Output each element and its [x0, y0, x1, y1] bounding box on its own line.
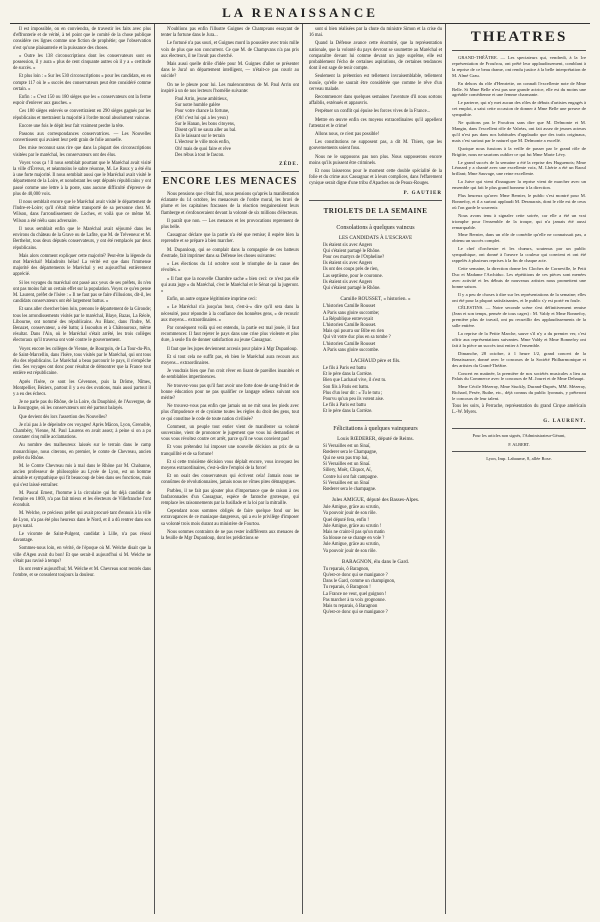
article-paragraph: Encore une fois le dépit leur fait vraiment perdre la tête. [19, 123, 125, 129]
theatre-paragraph: Le chef d'orchestre et les chœurs, soutenus par un public sympathique, ont donné à l'œuvre la couleur qui convient et ont été rappelés à plusieurs reprises à la fin de chaque acte. [452, 246, 586, 264]
verse-line: Las septième, pour le couronne. [323, 273, 383, 279]
verse-line: Et le père dans la Corrèze. [323, 372, 373, 378]
triolet-3 [309, 366, 442, 416]
article-paragraph: Il faut que les jupes deviennent acceuis pour plaire à Mgr Dupanloup. [167, 346, 298, 352]
article-paragraph: Et si tout cela ne suffit pas, eh bien le Maréchal aura recours aux moyens... extraordinaires. [161, 354, 299, 366]
article-paragraph: Je ne parle pas du Rhône, de la Loire, du Dauphiné, de l'Auvergne, de la Bourgogne, où les conservateurs ont été partout balayés. [13, 400, 151, 412]
verse-line: Si Versailles est un Sinaï, [323, 443, 371, 449]
article-paragraph: Que devient dès lors l'assertion des Nouvelles? [19, 414, 108, 420]
article-paragraph: Des mise reconnut sans rire que dans la plupart des circonscriptions visitées par le maréchal, les conservateurs ont des élus. [13, 146, 151, 158]
article-paragraph: Mais alors comment expliquer cette majorité? Peut-être la légende du mot Maréchal! Maladroits hélas! La vérité est que dans l'immense majorité des départements le Maréchal y est aujourd'hui entièrement apprécié. [13, 253, 151, 278]
theatre-paragraph: La reprise de la Petite Marche, sauve s'il n'y a du premier ver, c'est offrir aux représentations suivantes. Mme Valdy et Mme Bonnefoy ont fait à la pièce un succès tout entier à l'ensemble. [452, 331, 586, 348]
theatre-paragraph: Quoique nous fussions à la veille de passer par le grand rôle de Brigitte, nous ne saurions oublier ce qui fut Mme Marie Lévy. [452, 145, 586, 157]
article-paragraph: Il nous semblait encore que le Maréchal avait visité le département de l'Indre-et-Loire; qu'il s'était même transporté de sa personne chez M. Wilson, dans l'arrondissement de Loches, et voilà que ce même M. Wilson a été réélu sans adversaire. [13, 200, 151, 224]
article-paragraph: Au nombre des malheureux laissés sur le terrain dans le camp monarchique, nous citerons, en premier, le comte de Chevreau, ancien préfet du Rhône. [13, 443, 151, 461]
article-paragraph: Voyez encore les collèges de Vienne, de Bourgoin, de La Tour-du-Pin, de Saint-Marcellin, dans l'Isère, tous visités par le Maréchal, qui ont tous élu des républicains. Le Maréchal a beau parcourir le pays, il n'empêche rien. Ses voyages ont donc pour résultat de démontrer que la France tout entière est républicaine. [13, 346, 151, 377]
article-paragraph: Les constitutions ne supposent pas, a dit M. Thiers, que les gouvernements soient fous. [309, 140, 442, 152]
columns [10, 24, 590, 914]
column-2 [158, 24, 303, 914]
verse-line: Jule Amigue, grâce au scrutin ! [323, 523, 382, 529]
triolet-1 [309, 243, 442, 293]
verse-line: Son fils à Paris est battu. [323, 384, 370, 390]
article-paragraph: Parbleu, il ne fait pas ajouter plus d'importance que de raison à ces fanfaronnades d'un Cassagnac, espèce de fantoche grotesque, qui remplace les raisonnements par la fusillade et la loi par la mitraille. [161, 488, 299, 506]
article-paragraph: N'oublions pas enfin l'illustre Guignes de Champvans essayant de tenter la fortune dans le Jura... [161, 27, 299, 39]
divider-short [349, 219, 402, 220]
article-paragraph: « Il faut que la nouvelle Chambre sache « bien ceci: ce n'est pas elle qui aura juge « du Maréchal, c'est le Maréchal et le Sénat qui la jugeront. » [161, 276, 299, 294]
heading-roederer: Louis RŒDERER, député de Reims. [337, 435, 414, 442]
verse-line: Qui ne sera pas trop hai, [323, 455, 369, 461]
poem [161, 97, 299, 159]
article-paragraph: Le fortuné n'a pas souri, et Guignes mord la poussière avec trois mille voix de plus que son concurrent. Ce que M. de Champvans n'a pas pris aux électeurs, il ne l'avait pas cherché. [161, 41, 299, 59]
theatre-paragraph: Cette semaine, la direction donne les Cloches de Corneville, le Petit Duc et Madame l'Archiduc. Les répétitions de ces pièces sont menées avec activité et les débuts de nouveaux artistes nous promettent une bonne saison. [452, 266, 586, 289]
theatre-paragraph: En dehors du rôle d'Henriette, on connaît l'excellente note de Mme Belle. Si Mme Belle n'est pas une grande actrice, elle est du moins une agréable comédienne et une femme charmante. [452, 80, 586, 98]
heading-candidats: LES CANDIDATS À L'ESCRAVE [338, 234, 413, 241]
verse-line: (Oh! c'est lui qui a les yeux) [175, 115, 228, 121]
verse-line: Qui vit votre duc plus en sa tombe ? [323, 335, 391, 341]
theatre-paragraph: Le parterre, qui n'y met aucun des rôles de débuts d'artistes engagés à cet emploi, a saisi cette occasion de donner à Mme Belle une preuve de sympathie. [452, 100, 586, 118]
article-paragraph: Il est impossible, on en conviendra, de travestir les faits avec plus d'effronterie et de vérité, à tel point que le comité de la chose publique considère ces lignes comme une fiction de prophétie; que l'observation n'est qu'une plaisanterie et la puissance des choses. [13, 27, 151, 51]
heading-triolets: TRIOLETS DE LA SEMAINE [323, 206, 428, 215]
verse-line: Si Versailles est un Sinaï. [323, 462, 371, 468]
article-paragraph: Il nous semblait enfin que le Maréchal avait séjourné dans les environs du château de la Grave ou de Lafite, que M. de Tréveneuc et M. Berthelot, tous deux députés conservateurs, y ont été remplacés par deux républicains. [13, 226, 151, 251]
verse-line: Va pouvoir jouir de son rôle. [323, 511, 377, 517]
article-paragraph: Il paraît que non. — Les menaces et les provocations reprennent de plus belle. [161, 218, 299, 231]
article-paragraph: Et vous prétendez lui imposer une nouvelle décision au prix de sa tranquillité et de sa fortune! [161, 445, 299, 457]
article-paragraph: Je voudrais bien que l'on croit rêver en lisant de pareilles insanités et de semblables impertinences. [161, 369, 299, 381]
article-paragraph: Si les voyages du maréchal ont passé aux yeux de ses préfets, ils n'en ont pas moins fait un certain effet sur la population. Voyez ce qu'en pense M. Laurent, préfet de l'Isère : « Il ne faut pas se faire d'illusions, dit-il, les candidats conservateurs ont été largement battus. » [13, 280, 151, 305]
footer-note: Pour les articles non signés, l'Administrateur-Gérant, [472, 433, 566, 439]
heading-felicitations: Félicitations à quelques vainqueurs [333, 425, 418, 432]
heading-theatres: THEATRES [470, 29, 568, 45]
theatre-paragraph: Dimanche, 28 octobre, à 1 heure 1/2, grand concert de la Renaissance, donné avec le concours de la Société Philharmonique et des artistes du Grand-Théâtre. [452, 350, 586, 368]
verse-line: Dans le Gard, comme un champignon, [323, 579, 396, 585]
theatre-paragraph: CÉLESTINS. — Notre seconde scène s'est définitivement remise (Jean et son temps, pensée de tous cages) : M. Valdy et Mme Bonnefoy, première plus de travail, ont pu recueillir des applaudissements de la salle entière. [452, 305, 586, 329]
verse-line: Paul Arrin, jeune ambitieux, [175, 97, 228, 103]
heading-amigue: Jules AMIGUE, député des Basses-Alpes. [331, 497, 420, 504]
theatre-paragraph: Le grand succès de la semaine a été la reprise des Huguenots; Mme Léonard y a chanté avec une excellente voix, M. Lhérie a été un Raoul brillant; Mme Sauvage, une reine excellente. [452, 159, 586, 177]
article-paragraph: Enfin, un autre organe légitimiste imprime ceci: [167, 297, 257, 303]
verse-line: Qu'est-ce donc qui se manigance ? [323, 573, 388, 578]
article-paragraph: Ne trouvez-vous pas qu'il faut avoir une forte dose de sang-froid et de bonne éducation pour ne pas qualifier ce langage odieux suivant son mérite? [161, 383, 299, 401]
theatre-paragraph: La Juive qui vient d'inaugurer la reprise vient de marcher avec un ensemble qui fait le plus grand honneur à la direction. [452, 179, 586, 191]
verse-line: Pour ces martyrs de l'Orpheline? [323, 255, 385, 261]
article-paragraph: Ils ont rentré aujourd'hui; M. Welche et M. Chevreau sont rentrés dans l'ombre, et se consolent toujours la douleur. [13, 567, 151, 579]
verse-line: La France ne veut, quel guignon ! [323, 591, 387, 597]
verse-line: Tu reparais, ô Baragnon ! [323, 585, 371, 591]
article-paragraph: Passons aux correspondances conservatrices. — Les Nouvelles convertissent qui avaient leur petit grain de folie annuelle. [13, 132, 151, 144]
verse-line: Pas marcher à ta voix grognonne. [323, 597, 386, 603]
article-paragraph: Comment, un peuple tout entier vient de manifester sa volonté souveraine, vient de prononcer le jugement que vous lui demandiez et vous vous révoltez contre cet arrêt, parce qu'il ne vous convient pas! [161, 424, 299, 443]
divider [452, 428, 586, 429]
verse-line: Mais qui pourra sur Bibe en rien [323, 329, 384, 335]
verse-line: Plus d'un leur dit : « Tu le tutu ; [323, 390, 383, 396]
article-paragraph: Cependant nous sommes obligés de faire quelque fond sur les extravagances de ce maniaque dangereux, qui a eu le privilège d'imposer sa volonté trois mois durant au ministère de Fourtou. [161, 509, 299, 527]
column-2-intro [161, 27, 299, 95]
article-paragraph: Allons nous, ce n'est pas possible! [315, 132, 380, 138]
verse-line: Ils étaient six avec Angers [323, 279, 373, 285]
triolet-2 [309, 304, 442, 354]
article-paragraph: Sommes-nous loin, en vérité, de l'époque où M. Welche disait que la ville d'Agen avait du bon! Et que serait-il aujourd'hui si M. Welche ne s'était pas ravisé à temps? [13, 546, 151, 564]
article-paragraph: Je n'ai pas à le dépeindre ces voyages! Après Mâcon, Lyon, Grenoble, Chambéry, Vienne, M. Paul Laurens en avait assez; à peine si on a pu constater cinq mille acclamations. [13, 422, 151, 441]
verse-line: Va pouvoir jouir de son rôle. [323, 548, 377, 554]
verse-line: Ils étaient six avec Angers [323, 261, 373, 267]
theatre-paragraph: Mme Bernier, dans un rôle de comédie qu'elle ne connaissait pas, a obtenu un succès complet. [452, 232, 586, 244]
article-paragraph: Recommencer dans quelques semaines l'aventure d'il nous sortons affaiblis, exténués et appauvris. [309, 95, 442, 107]
article-paragraph: « Le Maréchal n'a jusqu'au bout, c'est-à-« dire qu'il sera dans la nécessité, pour répondre à la confiance des honnêtes gens, « de recourir aux moyens... extraordinaires. » [161, 305, 299, 323]
article-paragraph: On ne le pleure pour lui. Les malencontreux de M. Paul Arrin ont inspiré à un de nos lecteurs l'homélie suivante: [161, 82, 299, 94]
article-paragraph: Nous ne le supposons pas non plus. Nous supposerons encore moins qu'ils puissent être criminels. [309, 154, 442, 166]
verse-line: Tu reparais, ô Baragnon, [323, 566, 370, 572]
article-paragraph: Seulement la prétention est tellement invraisemblable, tellement inouïe, qu'elle ne saurait être considérée que comme le rêve d'un cerveau malade. [309, 74, 442, 92]
verse-line: Si Versailles est un Sinaï [323, 480, 370, 486]
verse-line: Jule Amigue, grâce au scrutin, [323, 505, 380, 511]
verse-line: Pour votre chance la fortune, [175, 109, 230, 115]
verse-line: Rœderer sera le Champagne, [323, 449, 378, 455]
verse-line: Sillery, Moët, Cliquot, Aï, [323, 468, 372, 474]
divider [452, 451, 586, 452]
verse-line: Des rébus à tout le fascon. [175, 152, 225, 158]
article-paragraph: Enfin : « C'est 150 ou 180 sièges que les « conservateurs ont la ferme espoir d'enlever aux gauches. » [13, 95, 151, 107]
theatre-paragraph: Nous avons tenu à signaler cette soirée, car elle a été un vrai triomphe pour l'ensemble de la troupe, qui n'a jamais été aussi remarquable. [452, 212, 586, 230]
verse-line: Sa blouse ne se change en vole ? [323, 536, 385, 542]
article-paragraph: sont si bien réalisées par la chute du ministre Simon et la crise du 16 mai. [309, 27, 442, 39]
printer-line: Lyon, Imp. Labaume, 8, allée Rose. [486, 456, 552, 462]
verse-line: Mais ne craint-il pas qu'un matin [323, 529, 385, 535]
verse-line: Rœderer sera le champagne. [323, 486, 377, 492]
theatre-paragraph: Plus heureux qu'avec Mme Bernier, le public s'est montré pour M. Bonnefoy, et il a surtout applaudi M. Desmarais, dont le rôle est de ceux où l'on garde le souvenir. [452, 193, 586, 210]
article-paragraph: Et sans aller chercher bien loin, prenons le département de la Gironde; tous les arrondissements visités par le maréchal, Blaye, Bazas, La Réole, Libourne, ont nommé des républicains. Au Blanc, dans l'Indre, M. Benazet, conservateur, a été battu; à Issoudun et à Châteauroux, même résultat. Dans l'Ain, où le Maréchal s'était arrêté, les trois collèges électoraux qu'il traversa ont voté contre le gouvernement. [13, 307, 151, 344]
article-paragraph: M. Pascal Ernest, l'homme à la circulaire qui fut déjà candidat de l'empire en 1869, n'a pas fait mieux et les électeurs de Villefranche l'ont éconduit. [13, 490, 151, 509]
article-paragraph: Nous pensions que c'était fini, nous pensions qu'après la manifestation éclatante du 14 octobre, les menaceurs de l'ordre moral, les bravi de plume et les capitaines fracasses de la réaction rengaineraient leurs flamberge et s'enfonceraient devant la volonté de six millions d'électeurs. [161, 192, 299, 216]
article-paragraph: M. Welche, ce précieux préfet qui avait procuré tant d'ennuis à la ville de Lyon, n'a pas été plus heureux dans le Nord, et il a dû rentrer dans son pays natal. [13, 511, 151, 529]
theatre-paragraph: Mme Cécile Mézeray, Mme Stuckly, Durand-Duprès, MM. Mézeray, Richard, Pesée, Ruthe, etc., déjà connus du public lyonnais, y prêteront le concours de leur talent. [452, 384, 586, 402]
article-paragraph: Et on osait des conservateurs qui écrivent cela! Jamais nous ne connûmes de révolutionnaires, jamais nous ne vîmes pires démagogues. [161, 474, 299, 486]
article-paragraph: Le vicomte de Saint-Pulgent, candidat à Lille, n'a pas réussi davantage. [13, 532, 151, 544]
column-1 [10, 24, 155, 914]
article-paragraph: Quand la Défense avance cette énormité, que la représentation nationale, que la volonté du pays devront se soumettre au Maréchal et comparaître devant lui comme devant un juge suprême, elle est probablement l'écho de certaines aspirations, de certaines tendances dont il est sage de tenir compte. [309, 41, 442, 72]
theatres-body [452, 55, 586, 402]
heading-rousset: Camille ROUSSET, « historien. » [340, 296, 411, 303]
article-paragraph: Et si cette troisième décision vous déplaît encore, vous invoquez les moyens extraordinaires, c'est-à-dire l'emploi de la force! [161, 459, 299, 471]
theatre-paragraph: Concert en matinée, la première de nos sociétés musicales a lieu au Palais du Commerce avec le concours de M. Jouret et de Mme Dehaupt. [452, 370, 586, 382]
verse-line: Jule Amigue, grâce au scrutin, [323, 542, 380, 548]
column-4 [449, 24, 589, 914]
verse-line: Sur notre humble galère [175, 103, 221, 109]
signature-laurent: G. LAURENT. [543, 419, 586, 425]
divider [452, 50, 586, 51]
verse-line: Et le père dans la Corrèze. [323, 409, 373, 415]
divider-short [349, 420, 402, 421]
verse-line: Qu'est-ce donc qui se manigance ? [323, 610, 388, 616]
verse-line: Bien que Lachaud vive, il s'est tu. [323, 378, 387, 384]
verse-line: L'historien Camille Rousset. [323, 322, 377, 328]
article-paragraph: Par conséquent voilà qui est entendu, la partie est mal jouée, il faut recommencer. Il faut rejeter le pays dans une crise plus violente et plus dure, à seule fin de donner satisfaction au jeune Cassagnac. [161, 325, 299, 344]
verse-line: Le fils à Paris est battu [323, 365, 366, 371]
verse-line: Ils étaient six avec Angers [323, 242, 373, 248]
article-paragraph: « Les élections du 14 octobre sont le triomphe de la cause des révoltés. » [161, 262, 299, 274]
heading-lachaud: LACHAUD père et fils. [350, 357, 401, 364]
verse-line: L'historien Camille Rousset [323, 341, 376, 347]
masthead: LA RENAISSANCE [222, 5, 378, 20]
article-paragraph: Perpétuer un conflit qui épuise les forces vives de la France... [315, 109, 431, 115]
verse-line: L'électeur le ville mois enfin, [175, 140, 230, 146]
column-3 [306, 24, 446, 914]
verse-line: La République entrevoyait [323, 316, 373, 322]
article-paragraph: M. le Comte Chevreau mis à mal dans le Rhône par M. Chabanne, ancien professeur de philosophie au Lycée de Lyon, est un homme aimable et sympathique qui fit beaucoup de bien dans ses fonctions, mais qui s'est laissé entraîner. [13, 464, 151, 488]
verse-line: Qui s'étaient partagé le Rhône. [323, 248, 381, 254]
verse-line: A Paris sans gloire succombe. [323, 347, 380, 353]
article-paragraph: Et plus loin : « Sur les 530 circonscriptions « pour les candidats, en en compte 117 où le « succès des conservateurs peut être considéré comme certain. » [13, 74, 151, 92]
verse-line: Le fils à Paris est battu [323, 403, 366, 409]
article-paragraph: Voyez vous ça ! Il nous semblait pourtant que le Maréchal avait visité la ville d'Évreux, et néanmoins le sabre résonne, M. Le Roux y a été élu à une forte majorité. Il nous semblait aussi que le Maréchal avait visité le département de la Loire, et nonobstant les sept députés républicains y ont passé comme une lettre à la poste, sans aucune difficulté d'épreuve de plus de 40,000 voix. [13, 160, 151, 197]
heading-encore-les-menaces: ENCORE LES MENACES [162, 176, 298, 188]
verse-line: Qui s'étaient partagé le Rhône. [323, 286, 381, 292]
signature-gautier: P. GAUTIER [403, 190, 442, 196]
article-paragraph: « Outre les 138 circonscriptions dont les conservateurs sont en possession, il y aura « plus de cent cinquante autres où il y a « certitude de succès. » [13, 53, 151, 72]
verse-line: En le laissant sur le terrain [175, 134, 225, 140]
verse-line: Ils ont des coups près de rien, [323, 267, 379, 273]
column-3-article [309, 27, 442, 188]
verse-line: Sur le Hanan, les bons citoyens, [175, 121, 236, 127]
verse-line: Mais tu reparais, ô Baragnon [323, 604, 378, 610]
heading-baragnon: BARAGNON, élu dans le Gard. [341, 558, 410, 565]
verse-line: Disent qu'il ne saura aller au bal. [175, 128, 237, 134]
divider [161, 171, 299, 172]
article-paragraph: Cassagnac déclare que la partie n'a été que remise; il espère bien la reprendre et se prépare à bien marcher. [161, 233, 299, 245]
verse-line: A Paris sans gloire succombe; [323, 310, 380, 316]
article-paragraph: Après l'Isère, ce sont les Cévennes, puis la Drôme, Nîmes, Montpellier, Béziers, partout il y a eu des ovations, mais aussi partout il y a eu des échecs. [13, 379, 151, 397]
heading-consolations: Consolations à quelques vaincus [336, 224, 415, 231]
column-2-body [161, 192, 299, 542]
verse-line: Pourvu qu'un peu ils votent aise. [323, 396, 384, 402]
verse-line: L'historien Camille Rousset [323, 304, 376, 310]
article-paragraph: M. Dupanloup, qui se complait dans la compagnie de ces batteurs d'estrade, fait imprimer dans sa Défense les choses suivantes: [161, 247, 299, 259]
signature-zede: ZÉDE. [279, 162, 299, 168]
footer-signature: F. ALBERT. [508, 442, 530, 448]
verse-line: Oh! mais de quoi faire et rêve [175, 146, 231, 152]
verse-line: Contre lui ont fait campagne. [323, 474, 378, 480]
theatre-paragraph: GRAND-THÉÂTRE. — Les spectateurs qui, vendredi, à la 1re représentation de Froufrou, ont prêté leur applaudissement, comblant à la reprise de ce beau drame, ont rendu justice à la belle interprétation de M. Almé Grau. [452, 55, 586, 78]
triolet-4 [309, 444, 442, 494]
triolet-6 [309, 567, 442, 617]
article-paragraph: Ne trouvez-vous pas enfin que jamais on ne mit sous les pieds avec plus d'impudence et de cynisme toutes les règles du droit des gens, tout ce qui constitue le code de toute nation civilisée? [161, 404, 299, 422]
theatre-paragraph: Ne quittons pas le Froufrou sans dire que M. Delmonte et M. Mangin, dans l'excellent rôle de Valréas, ont fait assez de jeunes acteurs qu'il n'est pas dans nos habitudes d'applaudir que des traits originaux, mais c'est surtout par le naturel que M. Delmonte a excellé. [452, 120, 586, 143]
theatre-paragraph: Il y a peu de choses à dire sur les représentations de la semaine; elles ont été pour la plupart satisfaisantes, et le public s'y est porté en foule. [452, 291, 586, 303]
cirque-notice: Tous les soirs, à Perrache, représentation du grand Cirque américain L.-W. Myers. [452, 404, 586, 416]
divider [309, 200, 442, 201]
triolet-5 [309, 505, 442, 555]
verse-line: Quel député fera, enfin ! [323, 517, 369, 523]
article-paragraph: Nous sommes contraints de ne pas rester indifférents aux menaces de la feuille de Mgr Dupanloup, dont les prédictions se [161, 529, 299, 542]
article-paragraph: Mais aussi quelle drôle d'idée pour M. Guignes d'aller se présenter dans le Jura! un département intelligent, — n'était-ce pas courir au suicide? [161, 62, 299, 80]
article-paragraph: Mettre en œuvre enfin ces moyens extraordinaires qu'il appellent l'attentat et le crime! [309, 117, 442, 129]
article-paragraph: Et nous laisserons pour le moment cette double spécialité de la folie et du crime aux Cassagnac et à leurs complices, dans l'effarement cynique serait digne d'une tribu d'Apaches ou de Peaux-Rouges. [309, 169, 442, 187]
article-paragraph: Ces 180 sièges enlevés se convertiraient en 290 sièges gagnés par les républicains et mettraient la majorité à l'ordre moral absolument vaincue. [13, 109, 151, 121]
